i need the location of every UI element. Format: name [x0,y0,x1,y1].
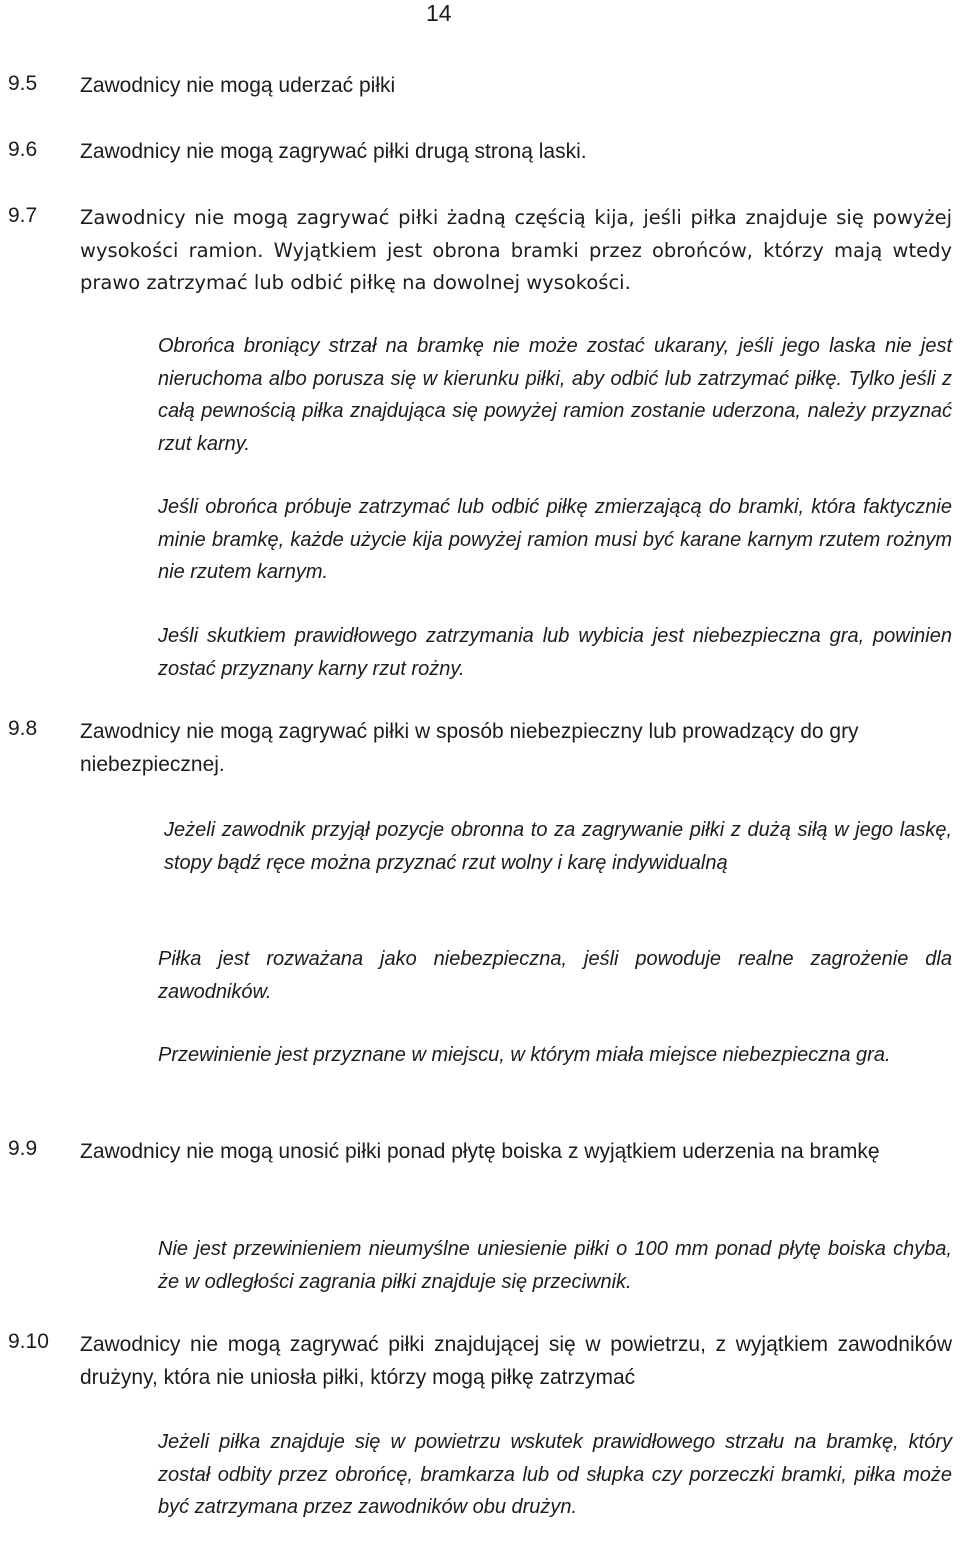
note-9-8-defensive-position: Jeżeli zawodnik przyjął pozycje obronna to za zagrywanie piłki z dużą siłą w jego laskę, stopy bądź ręce można przyznać rzut wolny i karę indywidualną [164,819,952,874]
note-9-7-dangerous-play: Jeśli skutkiem prawidłowego zatrzymania lub wybicia jest niebezpieczna gra, powinien zostać przyznany karny rzut rożny. [158,625,952,680]
note-9-7-missed-goal: Jeśli obrońca próbuje zatrzymać lub odbić piłkę zmierzającą do bramki, która faktycznie minie bramkę, każde użycie kija powyżej ramion musi być karane karnym rzutem rożnym nie rzutem karnym. [158,496,952,583]
rule-text-9-6: Zawodnicy nie mogą zagrywać piłki drugą stroną laski. [80,140,587,163]
note-9-10-airborne-ball: Jeżeli piłka znajduje się w powietrzu wskutek prawidłowego strzału na bramkę, który został odbity przez obrońcę, bramkarza lub od słupka czy porzeczki bramki, piłka może być zatrzymana przez zawodników obu drużyn. [158,1431,952,1518]
rule-text-9-8: Zawodnicy nie mogą zagrywać piłki w sposób niebezpieczny lub prowadzący do gry niebezpiecznej. [80,720,859,776]
page-number: 14 [426,0,452,26]
rule-number-9-9: 9.9 [8,1137,38,1160]
rule-text-9-7: Zawodnicy nie mogą zagrywać piłki żadną częścią kija, jeśli piłka znajduje się powyżej wysokości ramion. Wyjątkiem jest obrona bramki przez obrońców, którzy mają wtedy prawo zatrzymać lub odbić piłkę na dowolnej wysokości. [80,206,952,294]
rule-text-9-10: Zawodnicy nie mogą zagrywać piłki znajdującej się w powietrzu, z wyjątkiem zawodników drużyny, która nie uniosła piłki, którzy mogą piłkę zatrzymać [80,1333,952,1389]
rule-number-9-7: 9.7 [8,204,38,227]
rule-number-9-10: 9.10 [8,1330,49,1353]
rule-number-9-6: 9.6 [8,138,38,161]
rule-number-9-5: 9.5 [8,72,38,95]
rule-text-9-5: Zawodnicy nie mogą uderzać piłki [80,74,396,97]
note-9-9-accidental-raise: Nie jest przewinieniem nieumyślne uniesienie piłki o 100 mm ponad płytę boiska chyba, że w odległości zagrania piłki znajduje się przeciwnik. [158,1238,952,1293]
note-9-7-goal-defence: Obrońca broniący strzał na bramkę nie może zostać ukarany, jeśli jego laska nie jest nieruchoma albo porusza się w kierunku piłki, aby odbić lub zatrzymać piłkę. Tylko jeśli z całą pewnością piłka znajdująca się powyżej ramion zostanie uderzona, należy przyznać rzut karny. [158,335,952,455]
rule-number-9-8: 9.8 [8,717,38,740]
rule-text-9-9: Zawodnicy nie mogą unosić piłki ponad płytę boiska z wyjątkiem uderzenia na bramkę [80,1140,880,1163]
note-9-8-dangerous-ball: Piłka jest rozważana jako niebezpieczna, jeśli powoduje realne zagrożenie dla zawodników. [158,948,952,1003]
note-9-8-offence-location: Przewinienie jest przyznane w miejscu, w którym miała miejsce niebezpieczna gra. [158,1044,891,1066]
